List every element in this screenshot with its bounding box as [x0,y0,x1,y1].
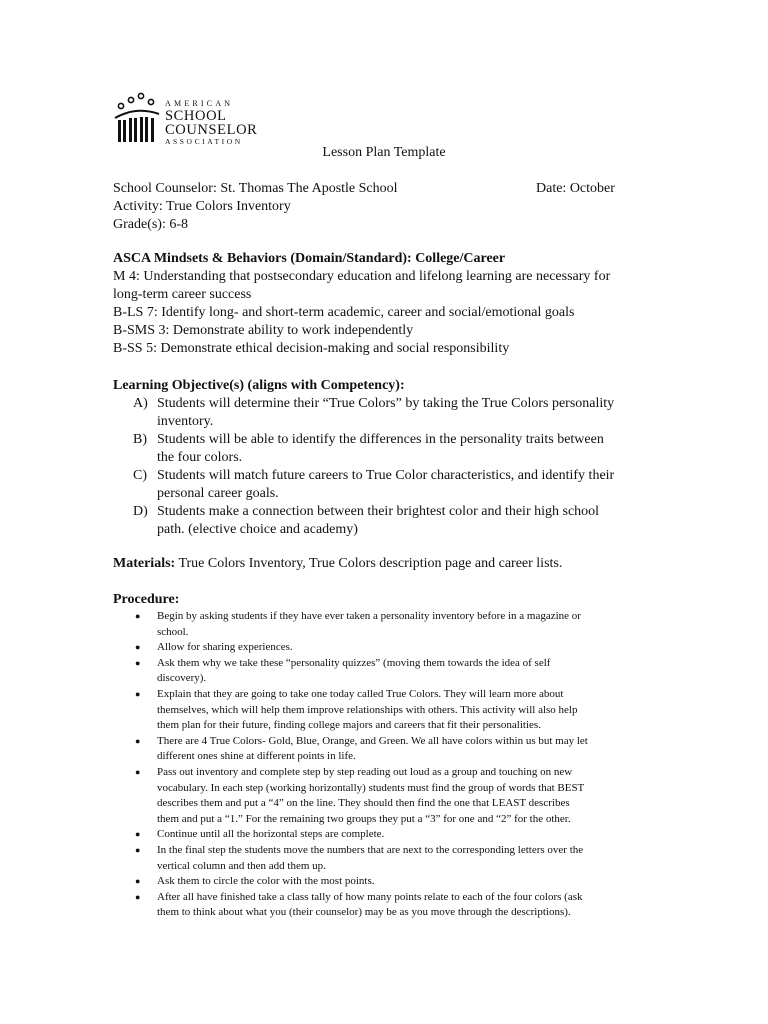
objective-text: the four colors. [157,450,243,465]
asca-line: M 4: Understanding that postsecondary education and lifelong learning are necessary for [113,269,611,284]
procedure-text: Explain that they are going to take one today called True Colors. They will learn more about [157,687,564,700]
logo-line-counselor: COUNSELOR [165,122,258,138]
procedure-item [133,765,653,827]
procedure-item [133,609,653,640]
objective-letter: D) [133,504,148,519]
objective-text: personal career goals. [157,486,279,501]
asca-line: B-SS 5: Demonstrate ethical decision-making and social responsibility [113,341,510,356]
procedure-text: them and put a “1.” For the remaining two groups they put a “3” for one and “2” for the other. [157,812,571,825]
procedure-heading-wrap [113,591,643,609]
objective-text: Students make a connection between their brightest color and their high school [157,504,600,519]
logo-line-school: SCHOOL [165,108,227,124]
materials-text: True Colors Inventory, True Colors description page and career lists. [175,556,563,571]
objective-item [133,395,653,431]
procedure-item [133,827,653,843]
procedure-text: discovery). [157,672,207,685]
procedure-item [133,640,653,656]
procedure-text: Begin by asking students if they have ever taken a personality inventory before in a magazine or [157,610,581,622]
procedure-text: school. [157,625,189,638]
procedure-item [133,843,653,874]
grades-line: Grade(s): 6-8 [113,217,189,232]
logo-line-american: AMERICAN [165,99,234,108]
procedure-item [133,687,653,734]
logo-line-association: ASSOCIATION [165,137,243,146]
procedure-text: After all have finished take a class tally of how many points relate to each of the four colors (ask [157,890,583,903]
objective-letter: A) [133,396,148,411]
bullet-icon: ● [135,766,141,777]
objective-text: Students will be able to identify the differences in the personality traits between [157,432,604,447]
bullet-icon: ● [135,829,141,840]
procedure-text: themselves, which will help them improve relationships with others. This activity will also help [157,703,578,716]
materials-label: Materials: [113,556,176,571]
asca-heading: ASCA Mindsets & Behaviors (Domain/Standard): College/Career [113,251,506,266]
procedure-text: Pass out inventory and complete step by step reading out loud as a group and touching on new [157,765,573,778]
procedure-text: them plan for their future, finding college majors and careers that fit their personalities. [157,719,541,732]
logo-wordmark [165,100,257,146]
procedure-text: In the final step the students move the numbers that are next to the corresponding letters over the [157,843,584,856]
asca-logo [113,92,258,148]
objective-text: inventory. [157,414,214,429]
procedure-text: Ask them why we take these “personality quizzes” (moving them towards the idea of self [157,656,551,669]
procedure-list [133,609,653,921]
objective-text: Students will determine their “True Colors” by taking the True Colors personality [157,396,615,411]
objective-text: Students will match future careers to True Color characteristics, and identify their [157,468,615,483]
materials-section [113,555,643,573]
objective-item [133,503,653,539]
objectives-heading-wrap [113,377,643,395]
objective-item [133,467,653,503]
asca-line: B-SMS 3: Demonstrate ability to work independently [113,323,414,338]
procedure-text: different ones shine at different points in life. [157,750,356,763]
date-line: Date: October [536,181,615,196]
procedure-text: Continue until all the horizontal steps are complete. [157,828,385,841]
objectives-list [133,395,653,539]
procedure-text: describes them and put a “4” on the line. They should then find the one that LEAST describes [157,797,570,810]
asca-line: B-LS 7: Identify long- and short-term academic, career and social/emotional goals [113,305,575,320]
procedure-item [133,874,653,890]
procedure-item [133,656,653,687]
objectives-heading: Learning Objective(s) (aligns with Competency): [113,378,405,393]
bullet-icon: ● [135,876,141,887]
procedure-heading: Procedure: [113,592,180,607]
bullet-icon: ● [135,735,141,746]
bullet-icon: ● [135,844,141,855]
bullet-icon: ● [135,657,141,668]
asca-line: long-term career success [113,287,252,302]
objective-letter: C) [133,468,147,483]
school-counselor-line: School Counselor: St. Thomas The Apostle School [113,181,398,196]
objective-item [133,431,653,467]
procedure-item [133,890,653,921]
procedure-text: vocabulary. In each step (working horizontally) students must find the group of words that BEST [157,781,585,794]
procedure-text: Ask them to circle the color with the most points. [157,875,375,888]
asca-section [113,250,643,358]
bullet-icon: ● [135,688,141,699]
objective-text: path. (elective choice and academy) [157,522,358,537]
procedure-text: There are 4 True Colors- Gold, Blue, Orange, and Green. We all have colors within us but may let [157,734,588,747]
procedure-text: them to think about what you (their counselor) may be as you move through the descriptions). [157,906,571,919]
bullet-icon: ● [135,891,141,902]
bullet-icon: ● [135,611,141,621]
document-title: Lesson Plan Template [322,145,446,160]
people-icon [113,92,161,144]
procedure-text: vertical column and then add them up. [157,859,326,872]
activity-line: Activity: True Colors Inventory [113,199,291,214]
objective-letter: B) [133,432,147,447]
bullet-icon: ● [135,642,141,653]
procedure-text: Allow for sharing experiences. [157,641,293,654]
procedure-item [133,734,653,765]
